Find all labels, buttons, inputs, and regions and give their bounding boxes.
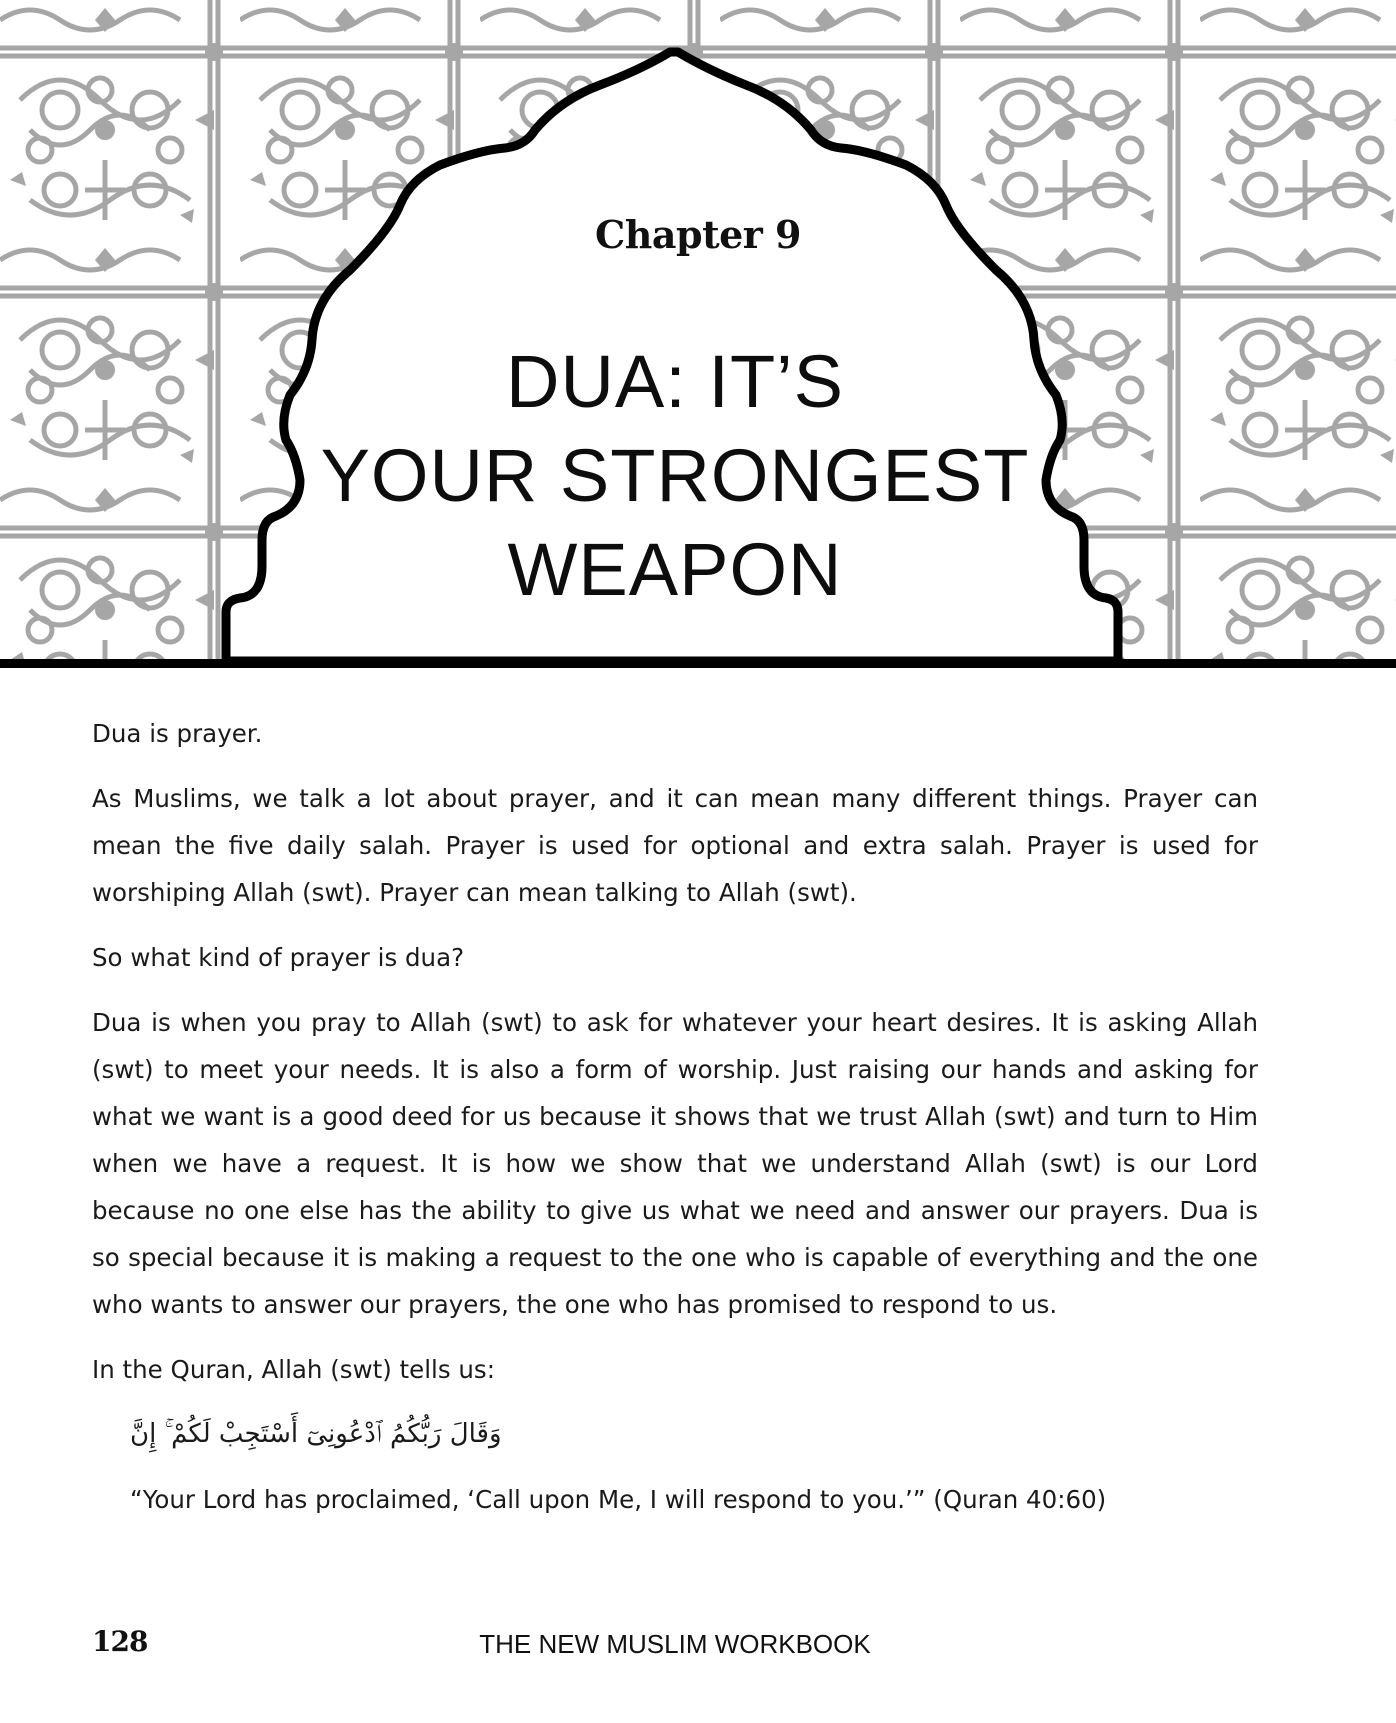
paragraph-2: As Muslims, we talk a lot about prayer, and it can mean many different things. Prayer can mean the five daily salah. Prayer is used for optional and extra salah. Prayer is used for worshiping Allah (swt). Prayer can mean talking to Allah (swt). [92, 784, 1258, 907]
body-text [92, 710, 1258, 1541]
arabic-verse: وَقَالَ رَبُّكُمُ ٱدْعُونِىٓ أَسْتَجِبْ لَكُمْ ۚ إِنَّ [130, 1419, 502, 1449]
verse-translation: “Your Lord has proclaimed, ‘Call upon Me, I will respond to you.’” (Quran 40:60) [130, 1485, 1107, 1514]
paragraph-4: Dua is when you pray to Allah (swt) to ask for whatever your heart desires. It is asking Allah (swt) to meet your needs. It is also a form of worship. Just raising our hands and asking for what we want is a good deed for us because it shows that we trust Allah (swt) and turn to Him when we have a request. It is how we show that we understand Allah (swt) is our Lord because no one else has the ability to give us what we need and answer our prayers. Dua is so special because it is making a request to the one who is capable of everything and the one who wants to answer our prayers, the one who has promised to respond to us. [92, 1008, 1258, 1319]
paragraph-1: Dua is prayer. [92, 719, 263, 748]
chapter-title-line-1: DUA: IT’S [506, 340, 844, 423]
paragraph-5: In the Quran, Allah (swt) tells us: [92, 1355, 495, 1384]
book-title: THE NEW MUSLIM WORKBOOK [479, 1629, 871, 1659]
chapter-title-line-2: YOUR STRONGEST [320, 434, 1030, 517]
paragraph-3: So what kind of prayer is dua? [92, 943, 465, 972]
page-number: 128 [92, 1625, 148, 1658]
chapter-title-line-3: WEAPON [507, 528, 843, 611]
header-rule [0, 659, 1396, 668]
page-footer [0, 1625, 1396, 1665]
chapter-header [0, 0, 1396, 668]
chapter-title [0, 335, 1350, 617]
chapter-label: Chapter 9 [595, 212, 801, 257]
